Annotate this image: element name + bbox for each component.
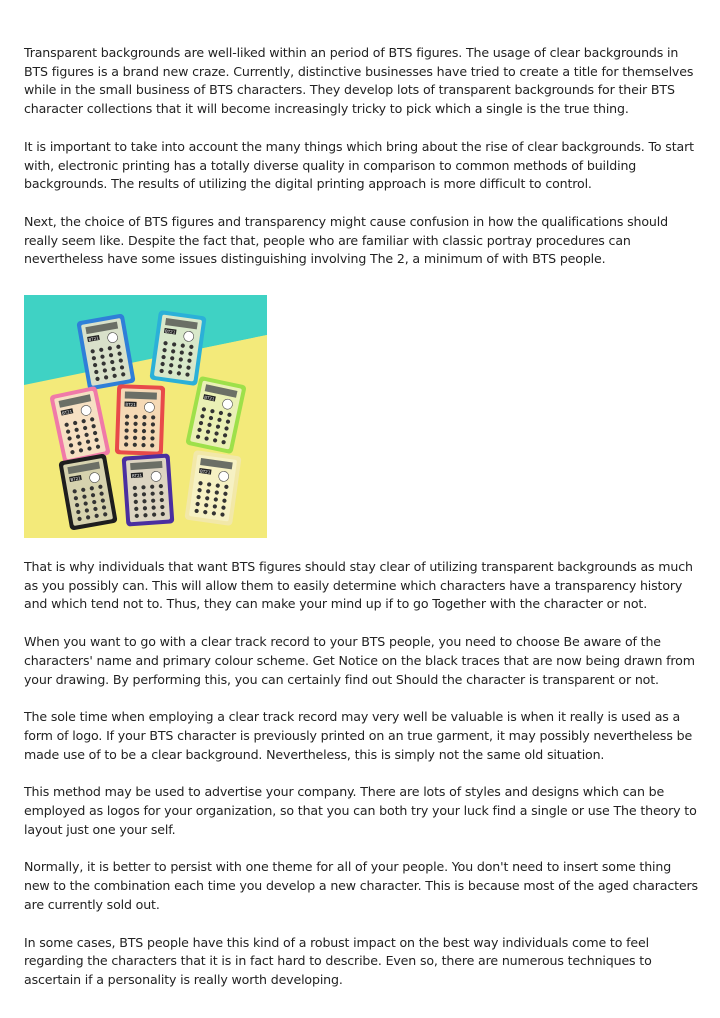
calculator-8 — [184, 450, 241, 526]
paragraph-4: That is why individuals that want BTS figures should stay clear of utilizing transparent backgrounds as much as you possibly can. This will allow them to easily determine which characters have a transparency history and which tend not to. Thus, they can make your mind up if to go Together with the character or not. — [24, 559, 693, 612]
paragraph-7: This method may be used to advertise your company. There are lots of styles and designs which can be employed as logos for your organization, so that you can both try your luck find a single or use The theory to layout just one your self. — [24, 784, 697, 837]
calculator-brand-text: BT21 — [199, 468, 211, 475]
document-page — [24, 44, 700, 990]
calculator-brand-text: BT21 — [61, 408, 73, 416]
character-doodle — [151, 471, 162, 482]
paragraph-9: In some cases, BTS people have this kind of a robust impact on the best way individuals come to feel regarding the characters that it is in fact hard to describe. Even so, there are numerous techniques to ascertain if a personality is really worth developing. — [24, 934, 652, 987]
calculator-brand-text: BT21 — [164, 328, 176, 335]
calculator-brand-text: BT21 — [203, 394, 215, 402]
paragraph-6: The sole time when employing a clear track record may very well be valuable is when it really is used as a form of logo. If your BTS character is previously printed on an true garment, it may possibly nevertheless be made use of to be a clear background. Nevertheless, this is simply not the same old situation. — [24, 709, 693, 762]
paragraph-3: Next, the choice of BTS figures and transparency might cause confusion in how the qualifications should really seem like. Despite the fact that, people who are familiar with classic portray procedures can nevertheless have some issues distinguishing involving The 2, a minimum of with BTS people. — [24, 213, 668, 267]
paragraph-5: When you want to go with a clear track record to your BTS people, you need to choose Be aware of the characters' name and primary colour scheme. Get Notice on the black traces that are now being drawn from your drawing. By performing this, you can certainly find out Should the character is transparent or not. — [24, 634, 695, 687]
paragraph-2: It is important to take into account the many things which bring about the rise of clear backgrounds. To start with, electronic printing has a totally diverse quality in comparison to common methods of building backgrounds. The results of utilizing the digital printing approach is more difficult to control. — [24, 138, 694, 192]
paragraph-1: Transparent backgrounds are well-liked within an period of BTS figures. The usage of clear backgrounds in BTS figures is a brand new craze. Currently, distinctive businesses have tried to create a title for themselves while in the small business of BTS characters. They develop lots of transparent backgrounds for their BTS character collections that it will become increasingly tricky to pick which a single is the true thing. — [24, 45, 694, 117]
calculators-photo — [24, 295, 267, 538]
character-doodle — [144, 402, 154, 412]
calculator-4 — [115, 384, 165, 456]
calculators-illustration — [24, 295, 267, 538]
calculator-brand-text: BT21 — [88, 335, 100, 343]
calculator-screen — [125, 391, 157, 399]
calculator-7 — [122, 453, 175, 526]
calculator-brand-text: BT21 — [70, 475, 82, 483]
paragraph-8: Normally, it is better to persist with one theme for all of your people. You don't need to insert some thing new to the combination each time you develop a new character. This is because most of the aged characters are currently sold out. — [24, 859, 698, 912]
calculator-brand-text: BT21 — [131, 472, 143, 479]
calculator-brand-text: BT21 — [125, 401, 136, 408]
calculator-2 — [149, 310, 206, 386]
